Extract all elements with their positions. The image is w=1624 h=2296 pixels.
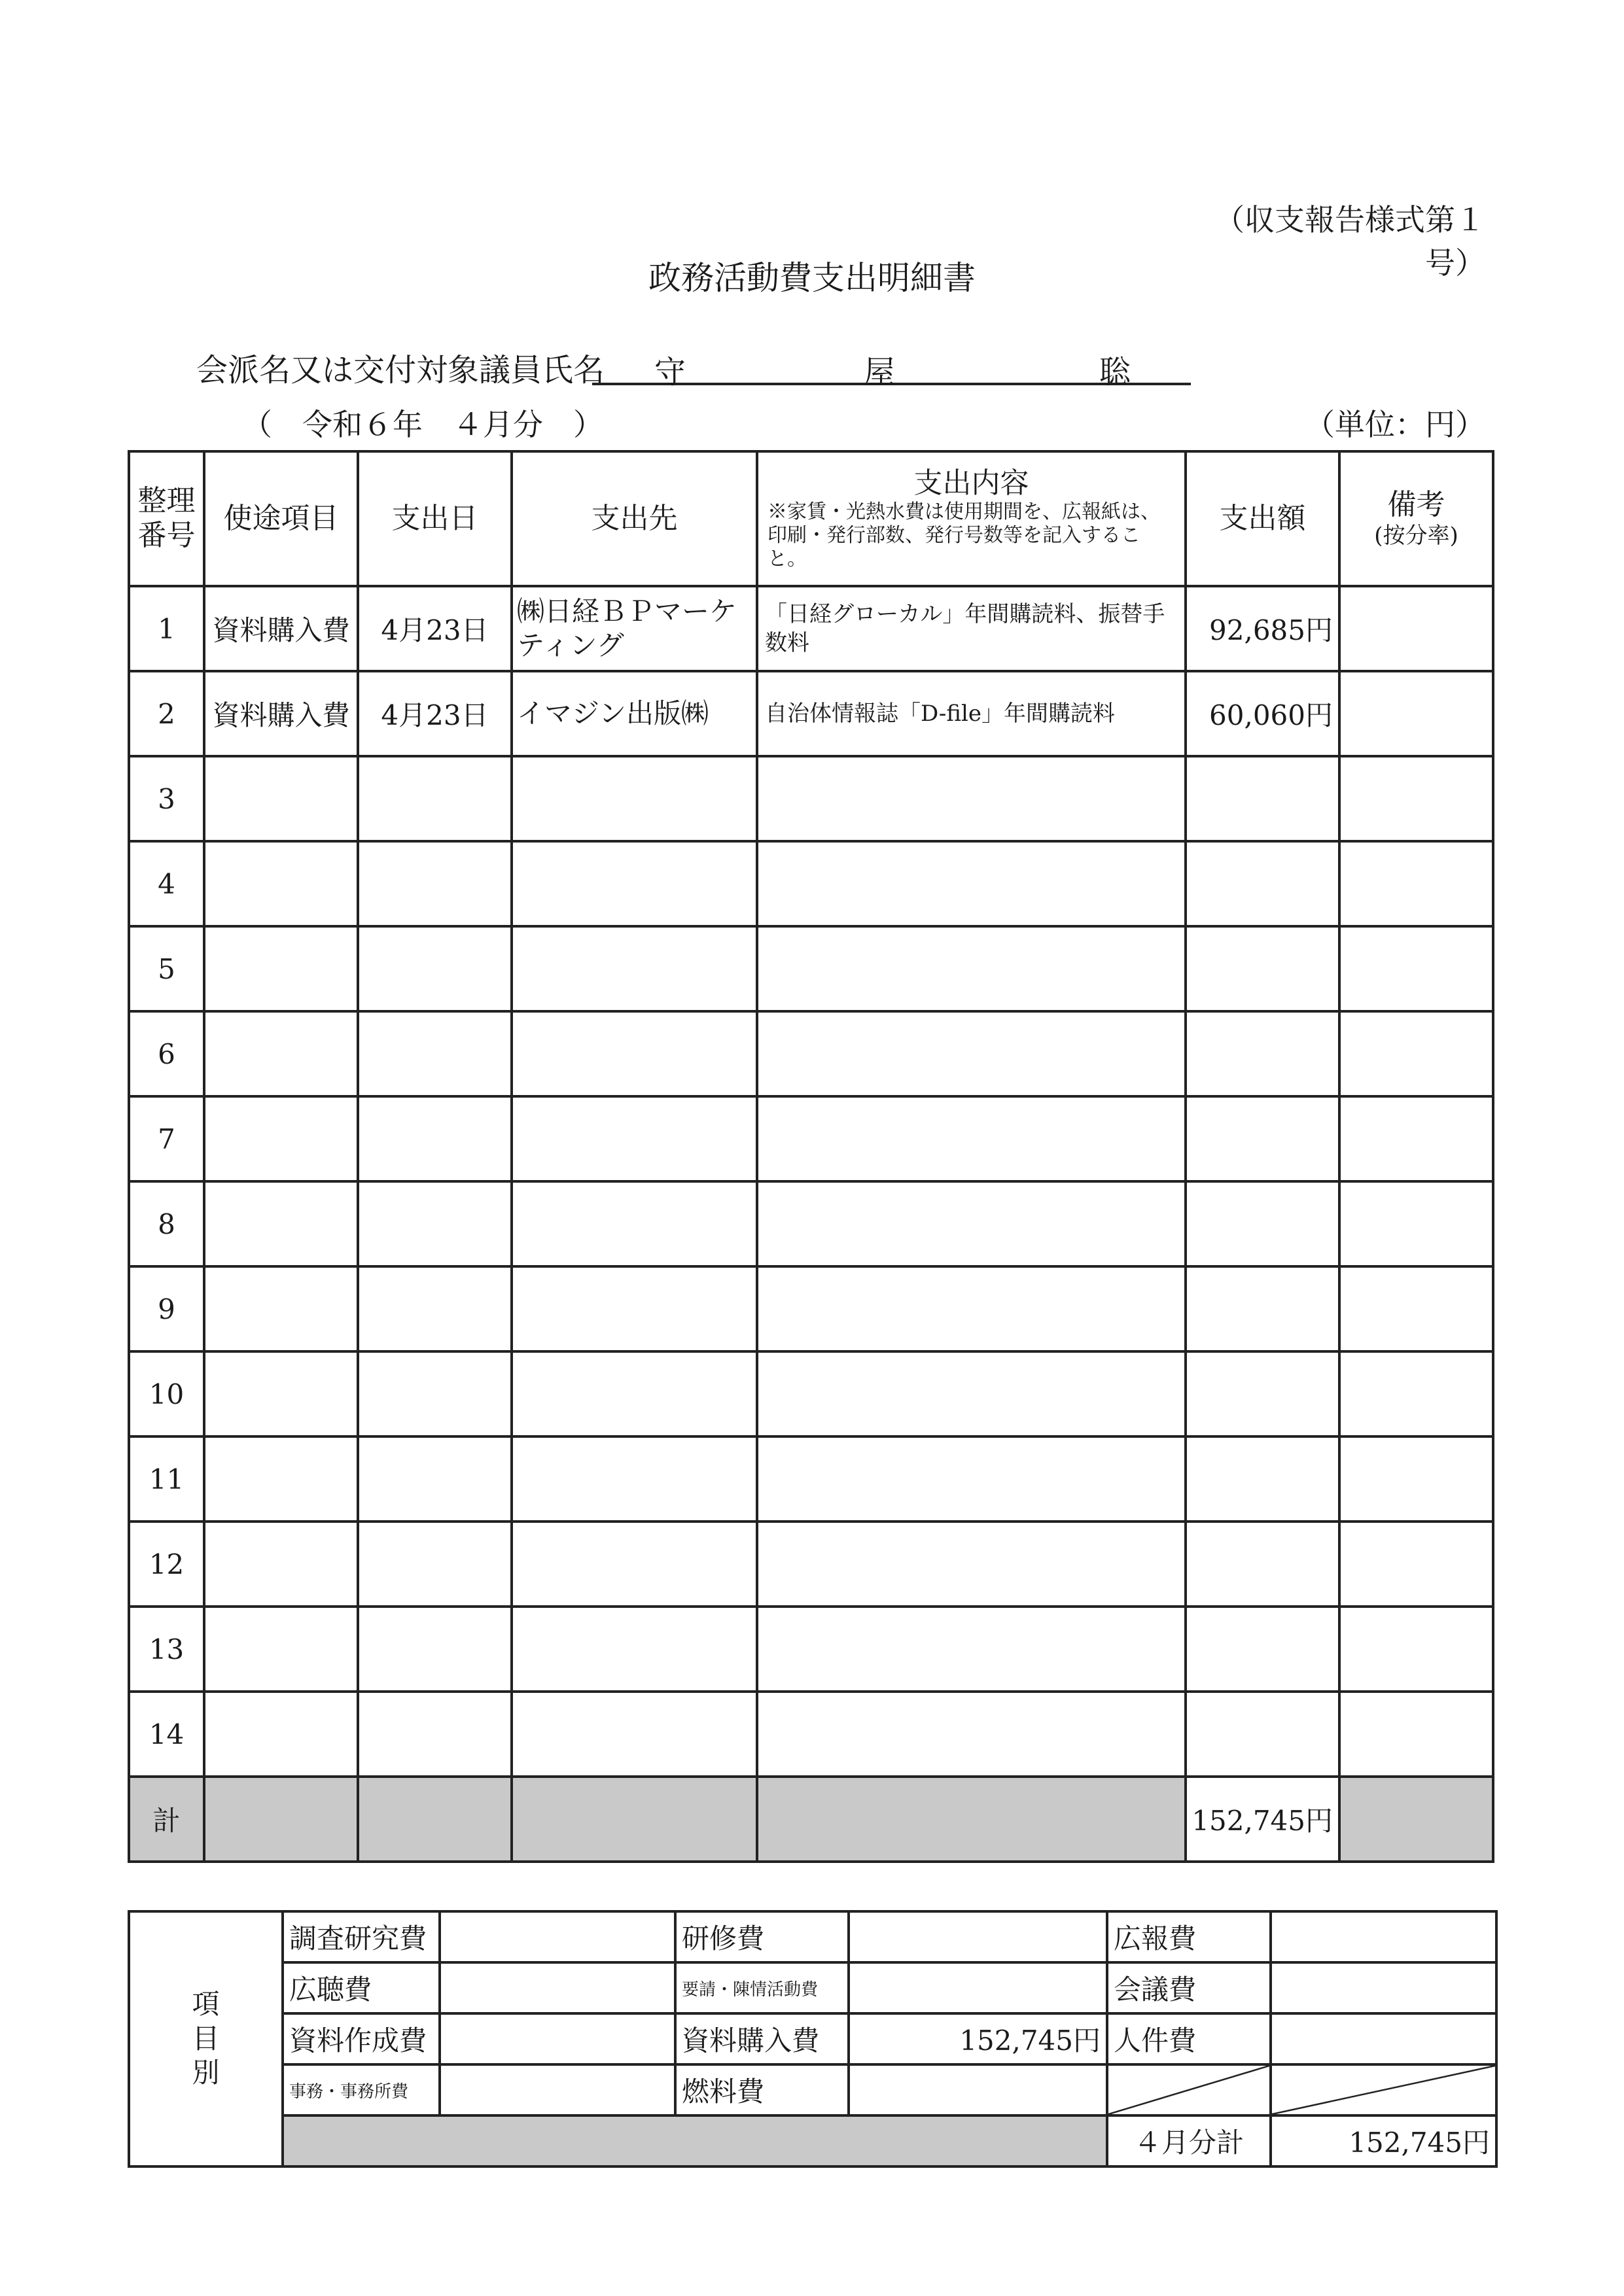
cat-value (849, 2064, 1107, 2115)
cat-value (1271, 1962, 1496, 2013)
row-category (204, 1266, 358, 1351)
header-remarks-sub: (按分率) (1374, 523, 1458, 549)
row-remarks (1339, 1266, 1493, 1351)
row-payee: ㈱日経ＢＰマーケティング (512, 586, 757, 671)
row-number: 13 (129, 1607, 204, 1692)
table-row (129, 926, 1493, 1011)
table-row (129, 1351, 1493, 1436)
month-total-value: 152,745円 (1271, 2115, 1496, 2166)
row-date (358, 1266, 512, 1351)
member-name-char-1: 守 (654, 354, 686, 391)
cat-value (1271, 2013, 1496, 2064)
row-category (204, 1607, 358, 1692)
total-row (129, 1777, 1493, 1862)
cat-value (440, 2013, 675, 2064)
row-payee (512, 1436, 757, 1522)
table-row (129, 1181, 1493, 1266)
member-name-char-3: 聡 (1099, 354, 1131, 391)
cat-value (849, 1911, 1107, 1962)
row-amount (1186, 1436, 1339, 1522)
row-payee (512, 1522, 757, 1607)
table-row (129, 841, 1493, 926)
row-date (358, 841, 512, 926)
row-remarks (1339, 671, 1493, 756)
row-amount (1186, 1607, 1339, 1692)
row-amount: 92,685円 (1186, 586, 1339, 671)
cat-label: 資料購入費 (675, 2013, 849, 2064)
category-summary-table (128, 1910, 1498, 2168)
total-blank (1339, 1777, 1493, 1862)
cat-label: 会議費 (1107, 1962, 1271, 2013)
row-remarks (1339, 1351, 1493, 1436)
row-category (204, 926, 358, 1011)
side-label-3: 別 (192, 2057, 220, 2089)
row-number: 12 (129, 1522, 204, 1607)
row-payee (512, 1266, 757, 1351)
period: （ 令和６年 ４月分 ） (242, 407, 603, 442)
cat-value (849, 1962, 1107, 2013)
row-payee (512, 1607, 757, 1692)
header-content-title: 支出内容 (913, 466, 1029, 500)
expense-table (128, 450, 1494, 1863)
row-amount (1186, 1351, 1339, 1436)
row-remarks (1339, 1011, 1493, 1096)
cat-value (440, 1962, 675, 2013)
row-date (358, 1351, 512, 1436)
header-amount: 支出額 (1186, 451, 1339, 586)
row-payee (512, 1096, 757, 1181)
row-date (358, 926, 512, 1011)
row-content (757, 1096, 1186, 1181)
header-remarks (1339, 451, 1493, 586)
table-row (129, 586, 1493, 671)
row-number: 3 (129, 756, 204, 841)
header-category: 使途項目 (204, 451, 358, 586)
table-row (129, 756, 1493, 841)
row-payee: イマジン出版㈱ (512, 671, 757, 756)
row-number: 8 (129, 1181, 204, 1266)
row-number: 14 (129, 1692, 204, 1777)
row-content (757, 841, 1186, 926)
row-amount (1186, 1096, 1339, 1181)
cat-label: 研修費 (675, 1911, 849, 1962)
table-row (129, 1607, 1493, 1692)
row-payee (512, 926, 757, 1011)
row-date (358, 1181, 512, 1266)
row-payee (512, 841, 757, 926)
total-blank (204, 1777, 358, 1862)
header-number-line2: 番号 (137, 519, 196, 552)
row-remarks (1339, 756, 1493, 841)
member-label: 会派名又は交付対象議員氏名 (196, 352, 605, 389)
cat-label: 資料作成費 (283, 2013, 440, 2064)
row-remarks (1339, 1607, 1493, 1692)
row-amount (1186, 1692, 1339, 1777)
summary-shaded-area (283, 2115, 1107, 2166)
header-number-line1: 整理 (137, 484, 196, 518)
row-payee (512, 1181, 757, 1266)
row-remarks (1339, 1096, 1493, 1181)
row-date (358, 1436, 512, 1522)
table-row (129, 671, 1493, 756)
row-payee (512, 1011, 757, 1096)
row-remarks (1339, 1522, 1493, 1607)
total-blank (512, 1777, 757, 1862)
row-content (757, 1266, 1186, 1351)
diagonal-cell (1107, 2064, 1271, 2115)
row-payee (512, 1351, 757, 1436)
table-row (129, 1522, 1493, 1607)
row-content (757, 1692, 1186, 1777)
row-number: 1 (129, 586, 204, 671)
row-category (204, 1436, 358, 1522)
row-payee (512, 756, 757, 841)
row-category (204, 1522, 358, 1607)
row-amount (1186, 926, 1339, 1011)
header-number (129, 451, 204, 586)
cat-label: 要請・陳情活動費 (675, 1962, 849, 2013)
row-date (358, 1522, 512, 1607)
row-category: 資料購入費 (204, 671, 358, 756)
diagonal-line (1108, 2066, 1269, 2114)
row-category (204, 1692, 358, 1777)
row-date (358, 1011, 512, 1096)
row-remarks (1339, 1692, 1493, 1777)
header-content-note: ※家賃・光熱水費は使用期間を、広報紙は、印刷・発行部数、発行号数等を記入すること。 (768, 500, 1160, 571)
table-row (129, 1011, 1493, 1096)
row-date: 4月23日 (358, 586, 512, 671)
row-date: 4月23日 (358, 671, 512, 756)
table-row (129, 1266, 1493, 1351)
side-label-2: 目 (192, 2022, 220, 2055)
cat-value (440, 1911, 675, 1962)
row-amount (1186, 1181, 1339, 1266)
row-amount (1186, 841, 1339, 926)
table-row (129, 1436, 1493, 1522)
total-blank (757, 1777, 1186, 1862)
form-number: （収支報告様式第１号） (1214, 202, 1485, 281)
row-date (358, 1692, 512, 1777)
row-category (204, 756, 358, 841)
row-payee (512, 1692, 757, 1777)
diagonal-cell (1271, 2064, 1496, 2115)
row-date (358, 756, 512, 841)
row-category (204, 1011, 358, 1096)
unit-label: （単位：円） (1305, 407, 1485, 442)
cat-label: 広報費 (1107, 1911, 1271, 1962)
row-date (358, 1096, 512, 1181)
total-label: 計 (129, 1777, 204, 1862)
diagonal-line (1272, 2066, 1495, 2114)
row-number: 5 (129, 926, 204, 1011)
row-amount (1186, 756, 1339, 841)
cat-value (440, 2064, 675, 2115)
row-amount (1186, 1266, 1339, 1351)
row-category: 資料購入費 (204, 586, 358, 671)
row-remarks (1339, 1436, 1493, 1522)
row-remarks (1339, 841, 1493, 926)
row-number: 2 (129, 671, 204, 756)
row-number: 6 (129, 1011, 204, 1096)
row-amount: 60,060円 (1186, 671, 1339, 756)
row-amount (1186, 1522, 1339, 1607)
header-content (757, 451, 1186, 586)
cat-label: 燃料費 (675, 2064, 849, 2115)
total-amount: 152,745円 (1186, 1777, 1339, 1862)
header-remarks-title: 備考 (1387, 488, 1445, 522)
row-number: 11 (129, 1436, 204, 1522)
row-remarks (1339, 926, 1493, 1011)
cat-label: 広聴費 (283, 1962, 440, 2013)
row-category (204, 1351, 358, 1436)
cat-value (1271, 1911, 1496, 1962)
row-number: 7 (129, 1096, 204, 1181)
row-content: 自治体情報誌「D-file」年間購読料 (757, 671, 1186, 756)
row-number: 9 (129, 1266, 204, 1351)
row-remarks (1339, 1181, 1493, 1266)
row-category (204, 841, 358, 926)
row-date (358, 1607, 512, 1692)
row-content (757, 1351, 1186, 1436)
row-content (757, 1436, 1186, 1522)
row-category (204, 1181, 358, 1266)
month-total-label: ４月分計 (1107, 2115, 1271, 2166)
row-content (757, 756, 1186, 841)
row-number: 10 (129, 1351, 204, 1436)
cat-label: 調査研究費 (283, 1911, 440, 1962)
row-content (757, 1011, 1186, 1096)
summary-side-label (129, 1911, 283, 2166)
cat-label: 事務・事務所費 (283, 2064, 440, 2115)
row-content (757, 926, 1186, 1011)
row-amount (1186, 1011, 1339, 1096)
total-blank (358, 1777, 512, 1862)
row-content: 「日経グローカル」年間購読料、振替手数料 (757, 586, 1186, 671)
header-payee: 支出先 (512, 451, 757, 586)
row-content (757, 1522, 1186, 1607)
row-number: 4 (129, 841, 204, 926)
header-date: 支出日 (358, 451, 512, 586)
row-category (204, 1096, 358, 1181)
row-content (757, 1181, 1186, 1266)
side-label-1: 項 (192, 1988, 220, 2021)
cat-value: 152,745円 (849, 2013, 1107, 2064)
table-row (129, 1096, 1493, 1181)
table-row (129, 1692, 1493, 1777)
row-remarks (1339, 586, 1493, 671)
row-content (757, 1607, 1186, 1692)
member-name-char-2: 屋 (864, 354, 896, 391)
document-title: 政務活動費支出明細書 (648, 259, 976, 297)
cat-label: 人件費 (1107, 2013, 1271, 2064)
